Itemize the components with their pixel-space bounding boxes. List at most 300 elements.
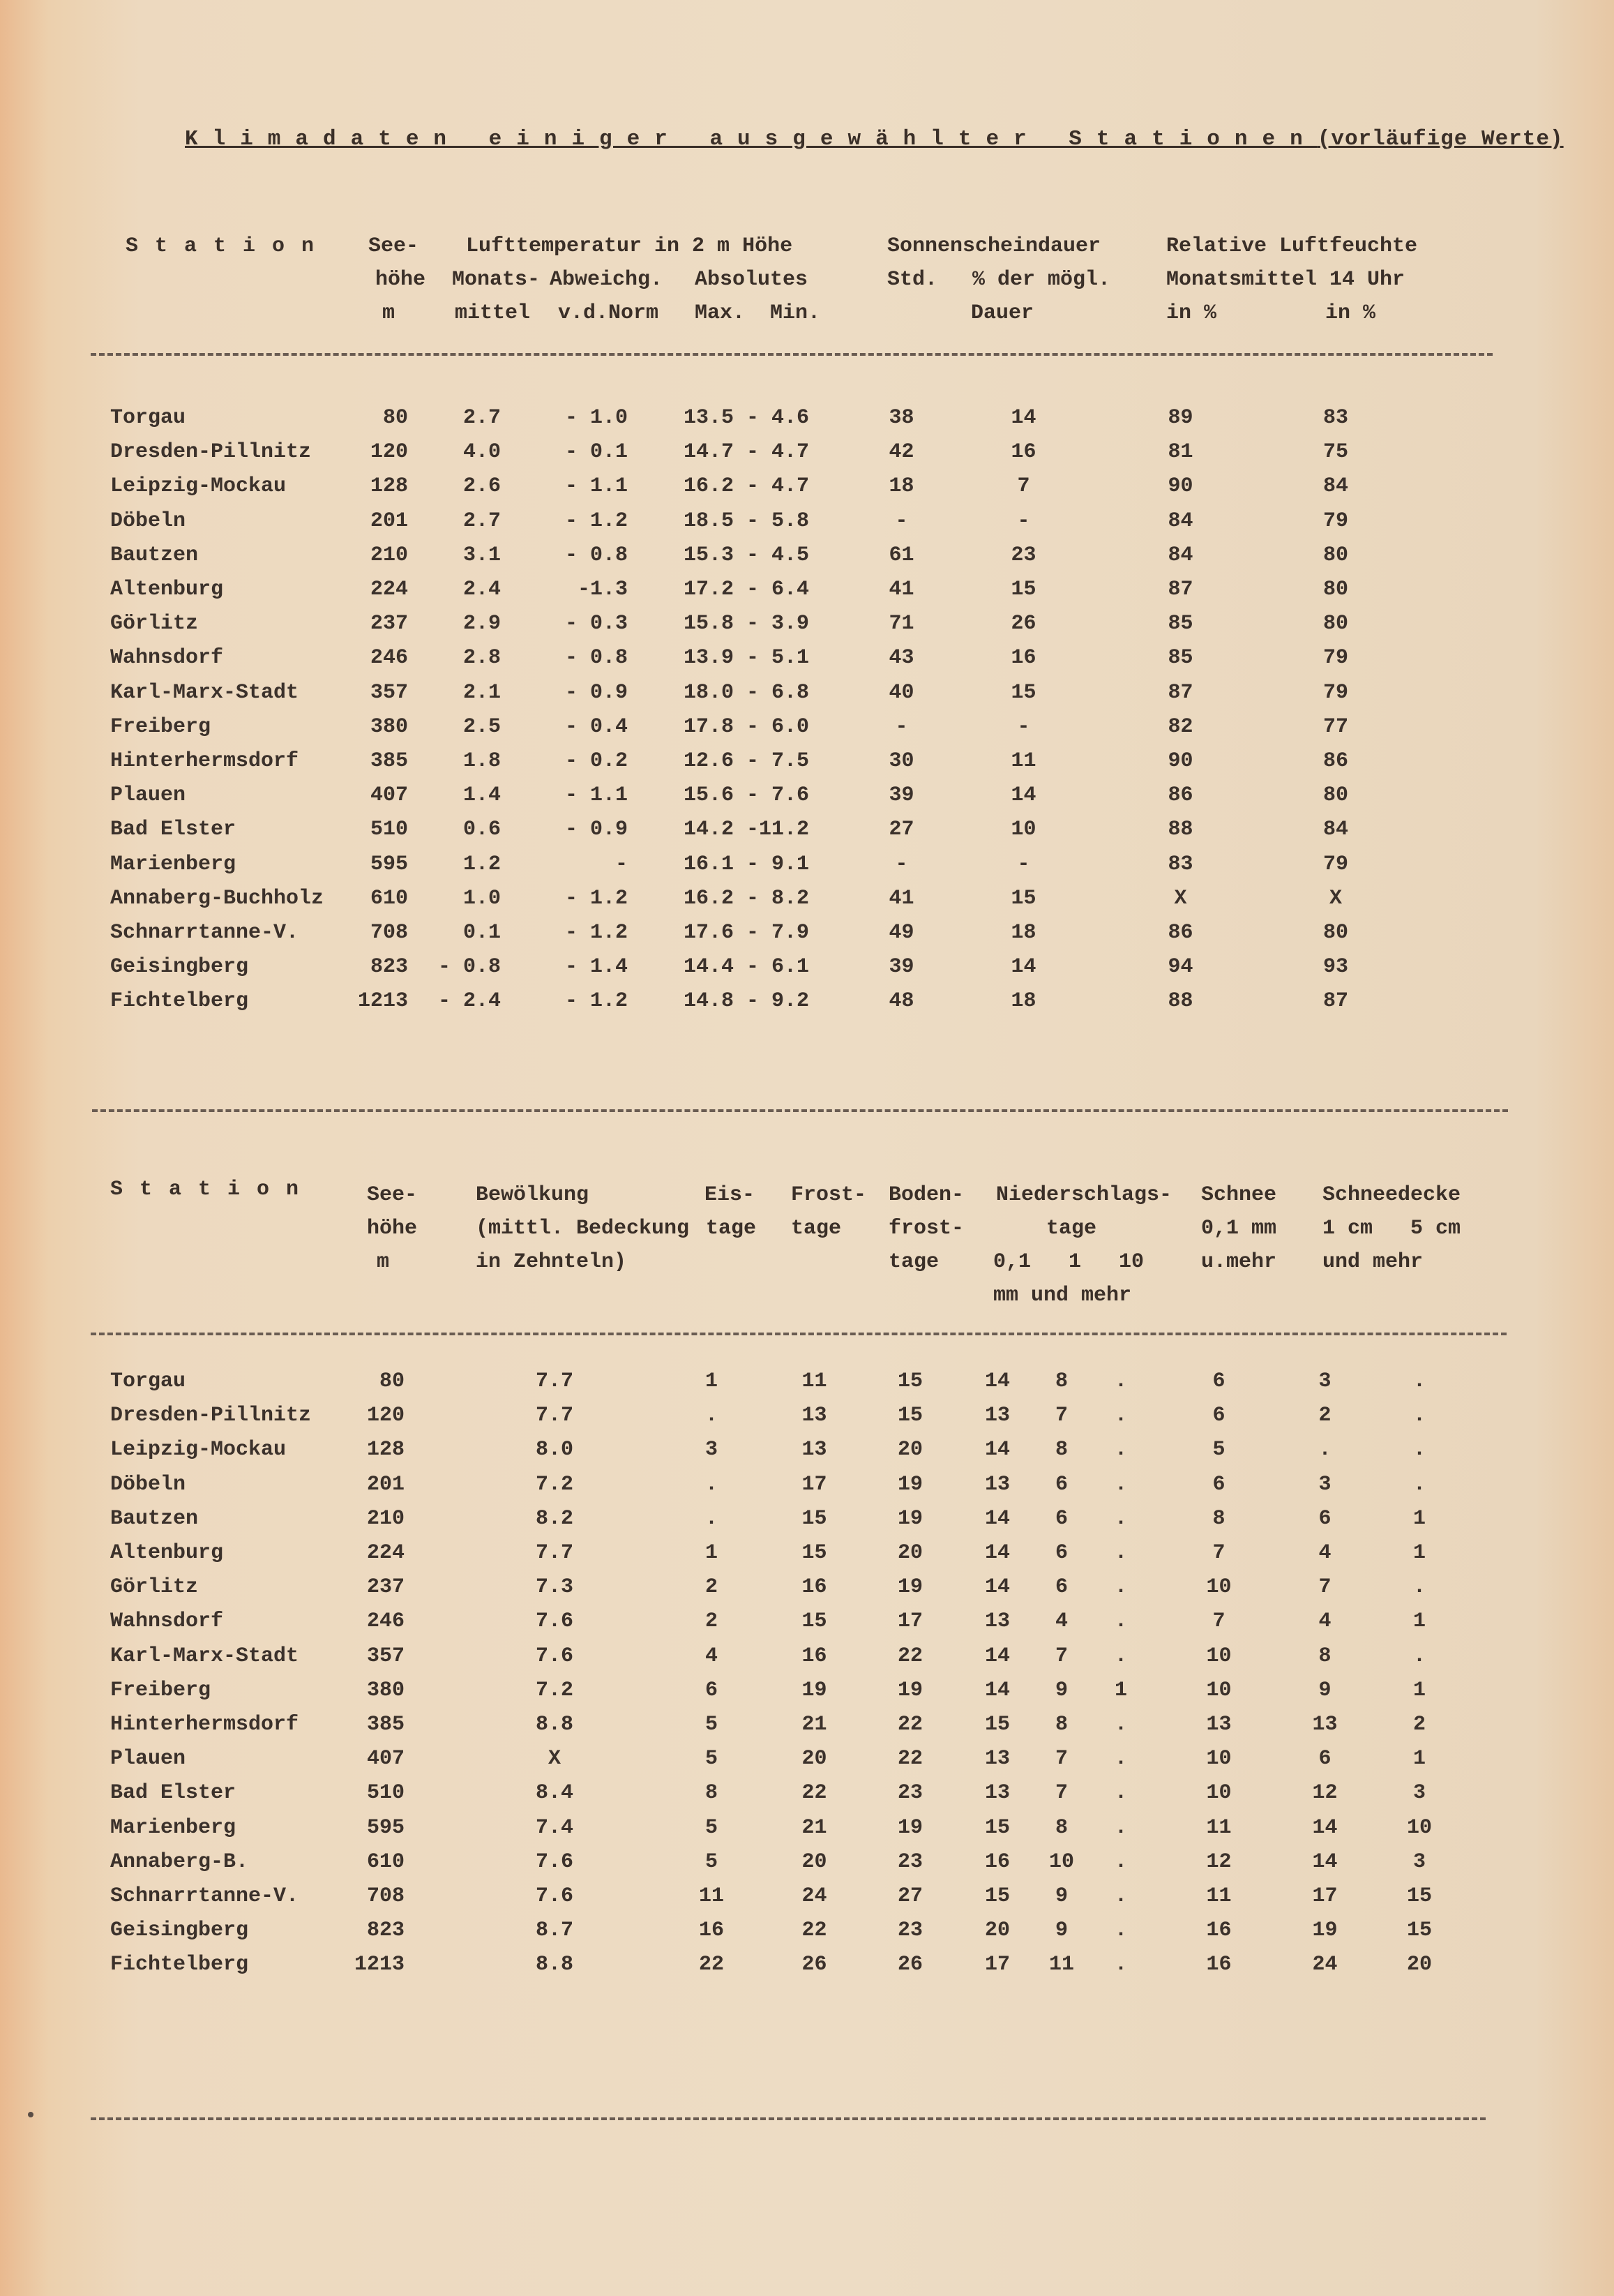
station-name-cell: Dresden-Pillnitz xyxy=(110,440,312,465)
niederschlag-10mm-cell: . xyxy=(1114,1404,1127,1428)
bewoelkung-cell: 7.7 xyxy=(535,1370,573,1393)
t2-schneedecke-3: und mehr xyxy=(1322,1250,1424,1274)
table-row xyxy=(0,1947,1614,1982)
sonnenschein-std-cell: 43 xyxy=(889,646,914,670)
t2-eistage-2: tage xyxy=(706,1217,757,1240)
bodenfrosttage-cell: 15 xyxy=(897,1404,923,1428)
niederschlag-10mm-cell: 1 xyxy=(1114,1678,1127,1702)
niederschlag-01mm-cell: 17 xyxy=(984,1953,1010,1977)
niederschlag-1mm-cell: 9 xyxy=(1055,1919,1068,1943)
rf-14uhr-cell: 80 xyxy=(1322,578,1348,601)
rf-14uhr-cell: 87 xyxy=(1322,989,1348,1014)
sonnenschein-prozent-cell: 26 xyxy=(1011,612,1036,636)
abweichung-cell: - 1.1 xyxy=(564,783,628,808)
rf-monatsmittel-cell: 88 xyxy=(1168,818,1193,842)
schneedecke-1cm-cell: 7 xyxy=(1318,1575,1332,1600)
seehoehe-cell: 128 xyxy=(370,474,408,499)
bodenfrosttage-cell: 27 xyxy=(897,1884,923,1908)
seehoehe-cell: 708 xyxy=(370,921,408,945)
t2-bewoelkung-1: Bewölkung xyxy=(476,1183,589,1207)
table-row xyxy=(0,1432,1614,1467)
schneedecke-5cm-cell: 1 xyxy=(1412,1747,1426,1771)
station-name-cell: Hinterhermsdorf xyxy=(110,1713,299,1736)
t2-schneedecke-1: Schneedecke xyxy=(1322,1183,1461,1207)
rf-14uhr-cell: 80 xyxy=(1322,543,1348,567)
schnee-cell: 10 xyxy=(1206,1747,1232,1771)
abweichung-cell: - 1.1 xyxy=(564,474,628,499)
t2-bewoelkung-2: (mittl. Bedeckung xyxy=(476,1217,690,1240)
sonnenschein-prozent-cell: - xyxy=(1017,852,1030,876)
seehoehe-cell: 595 xyxy=(366,1815,405,1840)
seehoehe-cell: 210 xyxy=(366,1506,405,1531)
t1-absolutes-1: Absolutes xyxy=(695,268,808,292)
abs-max-min-cell: 15.3 - 4.5 xyxy=(683,543,810,567)
bullet-mark xyxy=(28,2112,33,2117)
niederschlag-10mm-cell: . xyxy=(1114,1438,1127,1462)
frosttage-cell: 24 xyxy=(801,1884,827,1908)
schneedecke-1cm-cell: 2 xyxy=(1318,1404,1332,1428)
schnee-cell: 16 xyxy=(1206,1953,1232,1977)
schnee-cell: 10 xyxy=(1206,1644,1232,1668)
niederschlag-1mm-cell: 9 xyxy=(1055,1884,1068,1908)
station-name-cell: Marienberg xyxy=(110,852,236,876)
niederschlag-01mm-cell: 14 xyxy=(984,1438,1010,1462)
schneedecke-5cm-cell: . xyxy=(1412,1644,1426,1668)
sonnenschein-prozent-cell: 14 xyxy=(1011,955,1036,980)
sonnenschein-prozent-cell: 18 xyxy=(1011,989,1036,1014)
eistage-cell: 11 xyxy=(698,1884,724,1908)
table-row xyxy=(0,1398,1614,1433)
monatsmittel-cell: 1.2 xyxy=(462,852,501,876)
eistage-cell: 5 xyxy=(704,1849,718,1874)
t1-rel-feuchte-header: Relative Luftfeuchte xyxy=(1166,234,1418,258)
niederschlag-10mm-cell: . xyxy=(1114,1849,1127,1874)
frosttage-cell: 13 xyxy=(801,1438,827,1462)
monatsmittel-cell: 1.4 xyxy=(462,783,501,808)
sonnenschein-prozent-cell: 15 xyxy=(1011,680,1036,705)
sonnenschein-prozent-cell: 23 xyxy=(1011,543,1036,567)
niederschlag-10mm-cell: . xyxy=(1114,1506,1127,1531)
schnee-cell: 5 xyxy=(1212,1438,1225,1462)
seehoehe-cell: 823 xyxy=(366,1919,405,1943)
table-row xyxy=(0,744,1614,779)
rf-monatsmittel-cell: 88 xyxy=(1168,989,1193,1014)
schneedecke-5cm-cell: 1 xyxy=(1412,1506,1426,1531)
station-name-cell: Karl-Marx-Stadt xyxy=(110,1644,299,1668)
niederschlag-10mm-cell: . xyxy=(1114,1953,1127,1977)
rf-14uhr-cell: 79 xyxy=(1322,680,1348,705)
schnee-cell: 6 xyxy=(1212,1404,1225,1428)
frosttage-cell: 26 xyxy=(801,1953,827,1977)
seehoehe-cell: 595 xyxy=(370,852,408,876)
t1-seehoehe-1: See- xyxy=(368,234,419,258)
station-name-cell: Annaberg-Buchholz xyxy=(110,886,324,910)
schneedecke-1cm-cell: 14 xyxy=(1312,1815,1338,1840)
sonnenschein-std-cell: 48 xyxy=(889,989,914,1014)
table-row xyxy=(0,1810,1614,1845)
t2-frosttage-1: Frost- xyxy=(791,1183,867,1207)
station-name-cell: Leipzig-Mockau xyxy=(110,474,287,499)
monatsmittel-cell: - 0.8 xyxy=(437,955,501,980)
rf-14uhr-cell: 80 xyxy=(1322,921,1348,945)
niederschlag-01mm-cell: 15 xyxy=(984,1713,1010,1736)
monatsmittel-cell: 2.5 xyxy=(462,714,501,739)
abs-max-min-cell: 16.2 - 8.2 xyxy=(683,886,810,910)
frosttage-cell: 19 xyxy=(801,1678,827,1702)
t2-niederschlag-4: mm und mehr xyxy=(993,1284,1132,1307)
bodenfrosttage-cell: 19 xyxy=(897,1815,923,1840)
abweichung-cell: - 0.9 xyxy=(564,680,628,705)
t1-rf-2: in % xyxy=(1166,301,1217,325)
bewoelkung-cell: 8.8 xyxy=(535,1713,573,1736)
rf-monatsmittel-cell: 87 xyxy=(1168,680,1193,705)
monatsmittel-cell: 2.7 xyxy=(462,406,501,430)
niederschlag-10mm-cell: . xyxy=(1114,1370,1127,1393)
schneedecke-1cm-cell: 3 xyxy=(1318,1370,1332,1393)
seehoehe-cell: 210 xyxy=(370,543,408,567)
abs-max-min-cell: 18.0 - 6.8 xyxy=(683,680,810,705)
bodenfrosttage-cell: 22 xyxy=(897,1644,923,1668)
rf-monatsmittel-cell: 86 xyxy=(1168,783,1193,808)
monatsmittel-cell: 1.0 xyxy=(462,886,501,910)
frosttage-cell: 11 xyxy=(801,1370,827,1393)
schneedecke-5cm-cell: 3 xyxy=(1412,1781,1426,1806)
table-row xyxy=(0,847,1614,882)
abweichung-cell: - 1.0 xyxy=(564,406,628,430)
niederschlag-1mm-cell: 8 xyxy=(1055,1815,1068,1840)
t2-seehoehe-2: höhe xyxy=(367,1217,418,1240)
abs-max-min-cell: 16.1 - 9.1 xyxy=(683,852,810,876)
schneedecke-1cm-cell: 6 xyxy=(1318,1747,1332,1771)
schneedecke-5cm-cell: . xyxy=(1412,1575,1426,1600)
bewoelkung-cell: 7.2 xyxy=(535,1472,573,1496)
bewoelkung-cell: 7.2 xyxy=(535,1678,573,1702)
niederschlag-1mm-cell: 11 xyxy=(1048,1953,1074,1977)
niederschlag-10mm-cell: . xyxy=(1114,1781,1127,1806)
niederschlag-01mm-cell: 13 xyxy=(984,1404,1010,1428)
abweichung-cell: - 0.8 xyxy=(564,646,628,670)
bodenfrosttage-cell: 17 xyxy=(897,1610,923,1634)
eistage-cell: 5 xyxy=(704,1747,718,1771)
rf-14uhr-cell: 84 xyxy=(1322,474,1348,499)
niederschlag-01mm-cell: 14 xyxy=(984,1575,1010,1600)
frosttage-cell: 20 xyxy=(801,1849,827,1874)
abs-max-min-cell: 14.8 - 9.2 xyxy=(683,989,810,1014)
rf-14uhr-cell: 79 xyxy=(1322,852,1348,876)
t2-bodenfrost-2: frost- xyxy=(889,1217,965,1240)
schneedecke-1cm-cell: 3 xyxy=(1318,1472,1332,1496)
divider xyxy=(91,2117,1486,2120)
schneedecke-1cm-cell: 24 xyxy=(1312,1953,1338,1977)
bodenfrosttage-cell: 23 xyxy=(897,1919,923,1943)
sonnenschein-std-cell: 38 xyxy=(889,406,914,430)
station-name-cell: Schnarrtanne-V. xyxy=(110,1884,299,1908)
niederschlag-01mm-cell: 13 xyxy=(984,1610,1010,1634)
sonnenschein-std-cell: 49 xyxy=(889,921,914,945)
frosttage-cell: 17 xyxy=(801,1472,827,1496)
rf-monatsmittel-cell: 90 xyxy=(1168,474,1193,499)
table-row xyxy=(0,504,1614,539)
niederschlag-10mm-cell: . xyxy=(1114,1747,1127,1771)
schneedecke-5cm-cell: 1 xyxy=(1412,1541,1426,1565)
monatsmittel-cell: 3.1 xyxy=(462,543,501,567)
station-name-cell: Freiberg xyxy=(110,714,211,739)
bewoelkung-cell: 7.6 xyxy=(535,1610,573,1634)
niederschlag-01mm-cell: 15 xyxy=(984,1815,1010,1840)
niederschlag-01mm-cell: 15 xyxy=(984,1884,1010,1908)
t2-seehoehe-3: m xyxy=(377,1250,390,1274)
seehoehe-cell: 357 xyxy=(366,1644,405,1668)
rf-14uhr-cell: 77 xyxy=(1322,714,1348,739)
bewoelkung-cell: 7.4 xyxy=(535,1815,573,1840)
schnee-cell: 13 xyxy=(1206,1713,1232,1736)
schneedecke-5cm-cell: . xyxy=(1412,1472,1426,1496)
seehoehe-cell: 510 xyxy=(370,818,408,842)
table-row xyxy=(0,812,1614,847)
seehoehe-cell: 80 xyxy=(379,1370,405,1393)
t2-frosttage-2: tage xyxy=(791,1217,842,1240)
seehoehe-cell: 237 xyxy=(366,1575,405,1600)
niederschlag-1mm-cell: 7 xyxy=(1055,1404,1068,1428)
niederschlag-1mm-cell: 7 xyxy=(1055,1747,1068,1771)
seehoehe-cell: 224 xyxy=(366,1541,405,1565)
rf-monatsmittel-cell: 90 xyxy=(1168,749,1193,773)
bodenfrosttage-cell: 22 xyxy=(897,1713,923,1736)
sonnenschein-std-cell: 41 xyxy=(889,886,914,910)
schneedecke-5cm-cell: 15 xyxy=(1406,1884,1432,1908)
table-row xyxy=(0,881,1614,916)
abs-max-min-cell: 14.4 - 6.1 xyxy=(683,955,810,980)
station-name-cell: Karl-Marx-Stadt xyxy=(110,680,299,705)
rf-14uhr-cell: 80 xyxy=(1322,612,1348,636)
sonnenschein-prozent-cell: 16 xyxy=(1011,440,1036,465)
sonnenschein-prozent-cell: 10 xyxy=(1011,818,1036,842)
table-row xyxy=(0,675,1614,710)
seehoehe-cell: 407 xyxy=(370,783,408,808)
rf-monatsmittel-cell: 89 xyxy=(1168,406,1193,430)
frosttage-cell: 16 xyxy=(801,1575,827,1600)
seehoehe-cell: 610 xyxy=(370,886,408,910)
t2-niederschlag-3: 0,1 1 10 xyxy=(993,1250,1145,1274)
rf-monatsmittel-cell: 84 xyxy=(1168,543,1193,567)
eistage-cell: 2 xyxy=(704,1610,718,1634)
schneedecke-1cm-cell: 17 xyxy=(1312,1884,1338,1908)
t1-station-header: Station xyxy=(126,234,331,258)
monatsmittel-cell: - 2.4 xyxy=(437,989,501,1014)
schneedecke-5cm-cell: 10 xyxy=(1406,1815,1432,1840)
niederschlag-10mm-cell: . xyxy=(1114,1919,1127,1943)
frosttage-cell: 13 xyxy=(801,1404,827,1428)
monatsmittel-cell: 2.9 xyxy=(462,612,501,636)
niederschlag-10mm-cell: . xyxy=(1114,1541,1127,1565)
schnee-cell: 11 xyxy=(1206,1884,1232,1908)
eistage-cell: . xyxy=(704,1404,718,1428)
frosttage-cell: 21 xyxy=(801,1815,827,1840)
station-name-cell: Döbeln xyxy=(110,509,186,533)
page-title xyxy=(185,127,1564,151)
station-name-cell: Plauen xyxy=(110,1747,186,1771)
seehoehe-cell: 201 xyxy=(366,1472,405,1496)
station-name-cell: Plauen xyxy=(110,783,186,808)
bewoelkung-cell: 7.7 xyxy=(535,1541,573,1565)
bewoelkung-cell: 8.0 xyxy=(535,1438,573,1462)
table-row xyxy=(0,400,1614,435)
niederschlag-01mm-cell: 14 xyxy=(984,1644,1010,1668)
station-name-cell: Marienberg xyxy=(110,1815,236,1840)
table-row xyxy=(0,1673,1614,1708)
rf-monatsmittel-cell: 86 xyxy=(1168,921,1193,945)
table-row xyxy=(0,950,1614,984)
station-name-cell: Fichtelberg xyxy=(110,1953,249,1977)
niederschlag-01mm-cell: 13 xyxy=(984,1747,1010,1771)
schneedecke-5cm-cell: . xyxy=(1412,1370,1426,1393)
rf-14uhr-cell: X xyxy=(1329,886,1342,910)
station-name-cell: Torgau xyxy=(110,1370,186,1393)
frosttage-cell: 15 xyxy=(801,1506,827,1531)
rf-14uhr-cell: 75 xyxy=(1322,440,1348,465)
rf-monatsmittel-cell: 94 xyxy=(1168,955,1193,980)
seehoehe-cell: 510 xyxy=(366,1781,405,1806)
bodenfrosttage-cell: 19 xyxy=(897,1472,923,1496)
sonnenschein-std-cell: 30 xyxy=(889,749,914,773)
niederschlag-1mm-cell: 6 xyxy=(1055,1472,1068,1496)
seehoehe-cell: 708 xyxy=(366,1884,405,1908)
schnee-cell: 7 xyxy=(1212,1610,1225,1634)
abweichung-cell: - 0.2 xyxy=(564,749,628,773)
seehoehe-cell: 80 xyxy=(382,406,408,430)
divider xyxy=(91,1333,1507,1335)
bodenfrosttage-cell: 23 xyxy=(897,1849,923,1874)
niederschlag-01mm-cell: 13 xyxy=(984,1781,1010,1806)
schneedecke-1cm-cell: 13 xyxy=(1312,1713,1338,1736)
rf-monatsmittel-cell: X xyxy=(1174,886,1187,910)
frosttage-cell: 15 xyxy=(801,1541,827,1565)
rf-14uhr-cell: 83 xyxy=(1322,406,1348,430)
niederschlag-01mm-cell: 16 xyxy=(984,1849,1010,1874)
seehoehe-cell: 120 xyxy=(366,1404,405,1428)
t1-prozent-2: Dauer xyxy=(971,301,1034,325)
niederschlag-01mm-cell: 13 xyxy=(984,1472,1010,1496)
niederschlag-1mm-cell: 6 xyxy=(1055,1575,1068,1600)
station-name-cell: Altenburg xyxy=(110,1541,224,1565)
abweichung-cell: - 0.8 xyxy=(564,543,628,567)
eistage-cell: . xyxy=(704,1506,718,1531)
table-row xyxy=(0,710,1614,744)
station-name-cell: Hinterhermsdorf xyxy=(110,749,299,773)
schneedecke-5cm-cell: 1 xyxy=(1412,1678,1426,1702)
abs-max-min-cell: 14.7 - 4.7 xyxy=(683,440,810,465)
sonnenschein-prozent-cell: 14 xyxy=(1011,406,1036,430)
schneedecke-5cm-cell: . xyxy=(1412,1404,1426,1428)
niederschlag-10mm-cell: . xyxy=(1114,1610,1127,1634)
schneedecke-1cm-cell: 19 xyxy=(1312,1919,1338,1943)
schnee-cell: 6 xyxy=(1212,1370,1225,1393)
niederschlag-10mm-cell: . xyxy=(1114,1644,1127,1668)
bodenfrosttage-cell: 20 xyxy=(897,1541,923,1565)
eistage-cell: 2 xyxy=(704,1575,718,1600)
table-row xyxy=(0,1845,1614,1879)
seehoehe-cell: 385 xyxy=(370,749,408,773)
abweichung-cell: - 1.2 xyxy=(564,886,628,910)
table-row xyxy=(0,1536,1614,1570)
station-name-cell: Bautzen xyxy=(110,543,199,567)
table-row xyxy=(0,1467,1614,1502)
abs-max-min-cell: 12.6 - 7.5 xyxy=(683,749,810,773)
t1-seehoehe-3: m xyxy=(382,301,395,325)
abs-max-min-cell: 13.5 - 4.6 xyxy=(683,406,810,430)
monatsmittel-cell: 2.6 xyxy=(462,474,501,499)
schneedecke-1cm-cell: . xyxy=(1318,1438,1332,1462)
niederschlag-01mm-cell: 14 xyxy=(984,1541,1010,1565)
niederschlag-1mm-cell: 6 xyxy=(1055,1541,1068,1565)
station-name-cell: Dresden-Pillnitz xyxy=(110,1404,312,1428)
bodenfrosttage-cell: 26 xyxy=(897,1953,923,1977)
t1-prozent-1: % der mögl. xyxy=(972,268,1111,292)
station-name-cell: Wahnsdorf xyxy=(110,1610,224,1634)
sonnenschein-std-cell: 18 xyxy=(889,474,914,499)
station-name-cell: Altenburg xyxy=(110,578,224,601)
niederschlag-01mm-cell: 20 xyxy=(984,1919,1010,1943)
station-name-cell: Freiberg xyxy=(110,1678,211,1702)
eistage-cell: 8 xyxy=(704,1781,718,1806)
t1-monatsmittel-2: mittel xyxy=(455,301,531,325)
schnee-cell: 11 xyxy=(1206,1815,1232,1840)
table-row xyxy=(0,640,1614,675)
table-row xyxy=(0,1364,1614,1399)
station-name-cell: Schnarrtanne-V. xyxy=(110,921,299,945)
t2-schnee-3: u.mehr xyxy=(1201,1250,1277,1274)
rf-14uhr-cell: 80 xyxy=(1322,783,1348,808)
schnee-cell: 10 xyxy=(1206,1781,1232,1806)
bewoelkung-cell: 7.6 xyxy=(535,1884,573,1908)
rf-14uhr-cell: 79 xyxy=(1322,646,1348,670)
table-row xyxy=(0,1741,1614,1776)
sonnenschein-std-cell: - xyxy=(895,852,908,876)
abs-max-min-cell: 14.2 -11.2 xyxy=(683,818,810,842)
table-row xyxy=(0,778,1614,813)
frosttage-cell: 22 xyxy=(801,1781,827,1806)
station-name-cell: Leipzig-Mockau xyxy=(110,1438,287,1462)
frosttage-cell: 16 xyxy=(801,1644,827,1668)
niederschlag-10mm-cell: . xyxy=(1114,1815,1127,1840)
sonnenschein-std-cell: 39 xyxy=(889,783,914,808)
schneedecke-5cm-cell: 15 xyxy=(1406,1919,1432,1943)
abs-max-min-cell: 17.8 - 6.0 xyxy=(683,714,810,739)
monatsmittel-cell: 2.4 xyxy=(462,578,501,601)
abweichung-cell: - 0.3 xyxy=(564,612,628,636)
schneedecke-5cm-cell: 2 xyxy=(1412,1713,1426,1736)
frosttage-cell: 20 xyxy=(801,1747,827,1771)
station-name-cell: Görlitz xyxy=(110,612,199,636)
bewoelkung-cell: 8.2 xyxy=(535,1506,573,1531)
t2-station-header: Station xyxy=(110,1178,316,1201)
abs-max-min-cell: 15.8 - 3.9 xyxy=(683,612,810,636)
bewoelkung-cell: 7.7 xyxy=(535,1404,573,1428)
sonnenschein-prozent-cell: 14 xyxy=(1011,783,1036,808)
station-name-cell: Bautzen xyxy=(110,1506,199,1531)
seehoehe-cell: 380 xyxy=(366,1678,405,1702)
rf-monatsmittel-cell: 85 xyxy=(1168,646,1193,670)
abs-max-min-cell: 17.6 - 7.9 xyxy=(683,921,810,945)
eistage-cell: 5 xyxy=(704,1713,718,1736)
station-name-cell: Bad Elster xyxy=(110,818,236,842)
sonnenschein-prozent-cell: 16 xyxy=(1011,646,1036,670)
t1-absolutes-2: Max. Min. xyxy=(695,301,821,325)
niederschlag-10mm-cell: . xyxy=(1114,1884,1127,1908)
table-row xyxy=(0,538,1614,573)
niederschlag-01mm-cell: 14 xyxy=(984,1678,1010,1702)
t1-std-header: Std. xyxy=(887,268,938,292)
